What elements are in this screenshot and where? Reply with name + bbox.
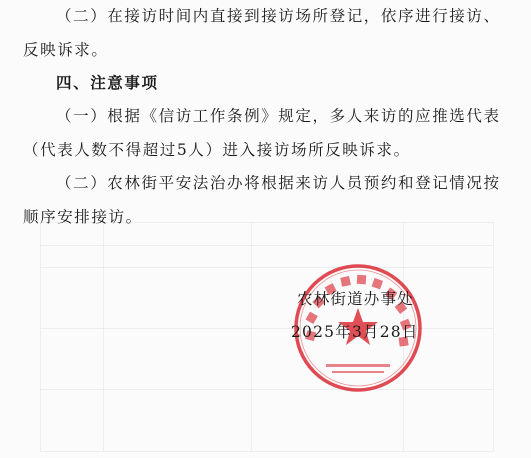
paragraph-line: （一）根据《信访工作条例》规定，多人来访的应推选代表 <box>56 107 501 125</box>
paragraph-line: （代表人数不得超过5人）进入接访场所反映诉求。 <box>23 141 411 159</box>
issue-date: 2025年3月28日 <box>291 323 419 341</box>
paragraph-line: 顺序安排接访。 <box>23 208 143 226</box>
issuing-office: 农林街道办事处 <box>297 290 414 308</box>
paragraph-line: （二）农林街平安法治办将根据来访人员预约和登记情况按 <box>56 174 501 192</box>
section-heading: 四、注意事项 <box>56 74 159 92</box>
show-through-table <box>40 222 494 452</box>
paragraph-line: （二）在接访时间内直接到接访场所登记，依序进行接访、 <box>56 7 501 25</box>
paragraph-line: 反映诉求。 <box>23 41 109 59</box>
